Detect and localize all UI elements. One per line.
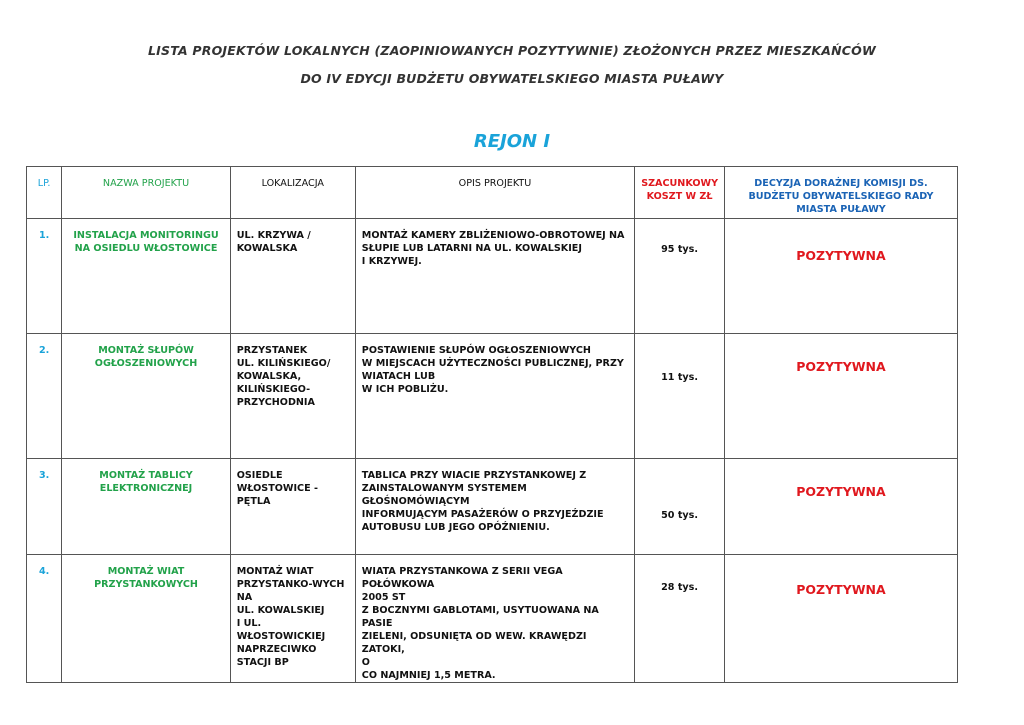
column-header-description: OPIS PROJEKTU [355,167,634,219]
row-location: MONTAŻ WIAT PRZYSTANKO-WYCH NA UL. KOWALSKIEJ I UL. WŁOSTOWICKIEJ NAPRZECIWKO STACJI BP [230,555,355,683]
table-header-row [27,167,958,219]
row-description: MONTAŻ KAMERY ZBLIŻENIOWO-OBROTOWEJ NA SŁUPIE LUB LATARNI NA UL. KOWALSKIEJ I KRZYWEJ. [355,219,634,334]
row-description: WIATA PRZYSTANKOWA Z SERII VEGA POŁÓWKOWA 2005 ST Z BOCZNYMI GABLOTAMI, USYTUOWANA NA PASIE ZIELENI, ODSUNIĘTA OD WEW. KRAWĘDZI ZATOKI, O CO NAJMNIEJ 1,5 METRA. [355,555,634,683]
row-location: PRZYSTANEK UL. KILIŃSKIEGO/ KOWALSKA, KILIŃSKIEGO- PRZYCHODNIA [230,334,355,459]
row-decision: POZYTYWNA [724,459,957,555]
row-decision: POZYTYWNA [724,334,957,459]
row-cost: 50 tys. [635,459,725,555]
row-project-name: MONTAŻ SŁUPÓW OGŁOSZENIOWYCH [62,334,230,459]
column-header-lp: LP. [27,167,62,219]
column-header-location: LOKALIZACJA [230,167,355,219]
row-decision: POZYTYWNA [724,219,957,334]
row-lp: 2. [27,334,62,459]
row-description: POSTAWIENIE SŁUPÓW OGŁOSZENIOWYCH W MIEJSCACH UŻYTECZNOŚCI PUBLICZNEJ, PRZY WIATACH LUB W ICH POBLIŻU. [355,334,634,459]
column-header-cost: SZACUNKOWY KOSZT W ZŁ [635,167,725,219]
row-project-name: INSTALACJA MONITORINGU NA OSIEDLU WŁOSTOWICE [62,219,230,334]
row-cost: 28 tys. [635,555,725,683]
row-project-name: MONTAŻ WIAT PRZYSTANKOWYCH [62,555,230,683]
table-row [27,219,958,334]
projects-table [26,166,958,683]
row-description: TABLICA PRZY WIACIE PRZYSTANKOWEJ Z ZAINSTALOWANYM SYSTEMEM GŁOŚNOMÓWIĄCYM INFORMUJĄCYM PASAŻERÓW O PRZYJEŹDZIE AUTOBUSU LUB JEGO OPÓŹNIENIU. [355,459,634,555]
table-row [27,555,958,683]
table-row [27,459,958,555]
document-title-line-1: LISTA PROJEKTÓW LOKALNYCH (ZAOPINIOWANYCH POZYTYWNIE) ZŁOŻONYCH PRZEZ MIESZKAŃCÓW [148,43,876,58]
row-lp: 4. [27,555,62,683]
row-decision: POZYTYWNA [724,555,957,683]
row-cost: 95 tys. [635,219,725,334]
row-lp: 1. [27,219,62,334]
region-heading: REJON I [473,131,551,152]
row-location: OSIEDLE WŁOSTOWICE - PĘTLA [230,459,355,555]
document-title-line-2: DO IV EDYCJI BUDŻETU OBYWATELSKIEGO MIASTA PUŁAWY [300,71,724,86]
table-row [27,334,958,459]
row-project-name: MONTAŻ TABLICY ELEKTRONICZNEJ [62,459,230,555]
column-header-name: NAZWA PROJEKTU [62,167,230,219]
column-header-decision: DECYZJA DORAŻNEJ KOMISJI DS. BUDŻETU OBYWATELSKIEGO RADY MIASTA PUŁAWY [724,167,957,219]
row-lp: 3. [27,459,62,555]
row-location: UL. KRZYWA / KOWALSKA [230,219,355,334]
row-cost: 11 tys. [635,334,725,459]
